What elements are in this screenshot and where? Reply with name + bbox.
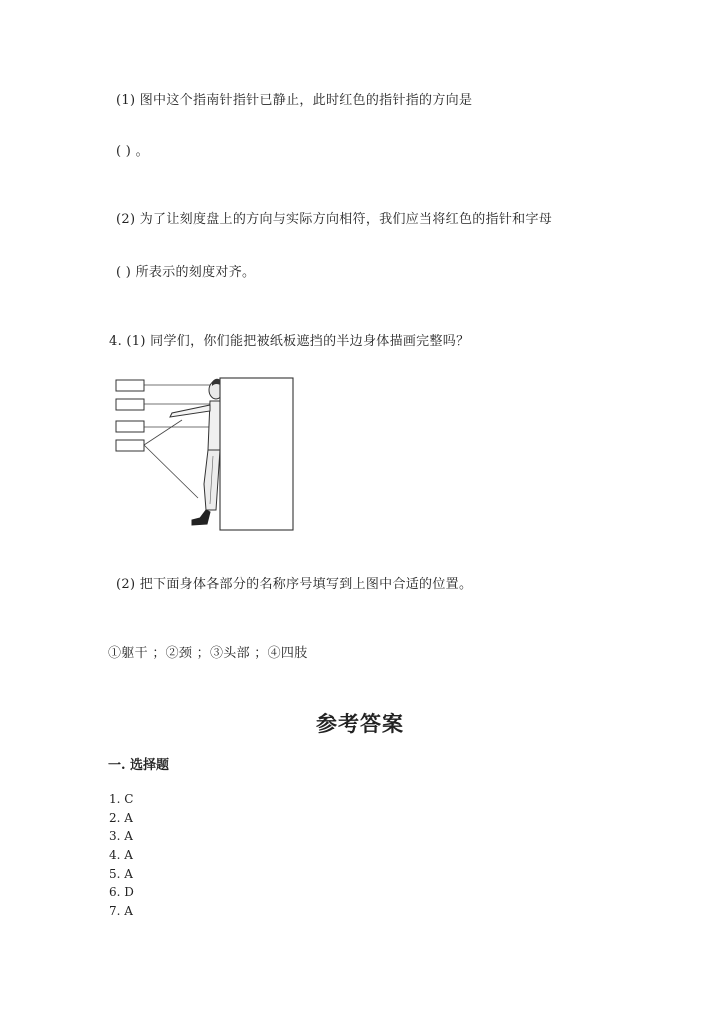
- answer-item: 1. C: [109, 792, 134, 806]
- answer-item: 3. A: [109, 829, 133, 844]
- cardboard-board: [220, 378, 293, 530]
- q3-part2-text: (2) 为了让刻度盘上的方向与实际方向相符，我们应当将红色的指针和字母: [116, 212, 553, 227]
- q4-part2-text: (2) 把下面身体各部分的名称序号填写到上图中合适的位置。: [116, 577, 473, 592]
- answer-key-title: 参考答案: [316, 711, 404, 736]
- answer-item: 5. A: [109, 866, 133, 881]
- answer-item: 2. A: [109, 810, 133, 825]
- body-figure: [112, 372, 298, 534]
- answer-item: 7. A: [109, 904, 133, 919]
- q4-options: ①躯干 ；②颈 ；③头部 ；④四肢: [108, 646, 308, 661]
- q3-part1-blank: ( ) 。: [116, 144, 149, 159]
- q3-part1-text: (1) 图中这个指南针指针已静止，此时红色的指针指的方向是: [116, 93, 473, 108]
- q4-part1-text: 4. (1) 同学们，你们能把被纸板遮挡的半边身体描画完整吗？: [109, 334, 470, 349]
- label-box-2: [116, 399, 144, 410]
- q3-part2-blank: ( ) 所表示的刻度对齐。: [116, 265, 256, 280]
- answer-list: [109, 790, 134, 921]
- label-box-1: [116, 380, 144, 391]
- label-box-3: [116, 421, 144, 432]
- answer-item: 4. A: [109, 848, 133, 863]
- answer-item: 6. D: [109, 885, 134, 900]
- label-box-4: [116, 440, 144, 451]
- section-heading: 一. 选择题: [108, 758, 170, 773]
